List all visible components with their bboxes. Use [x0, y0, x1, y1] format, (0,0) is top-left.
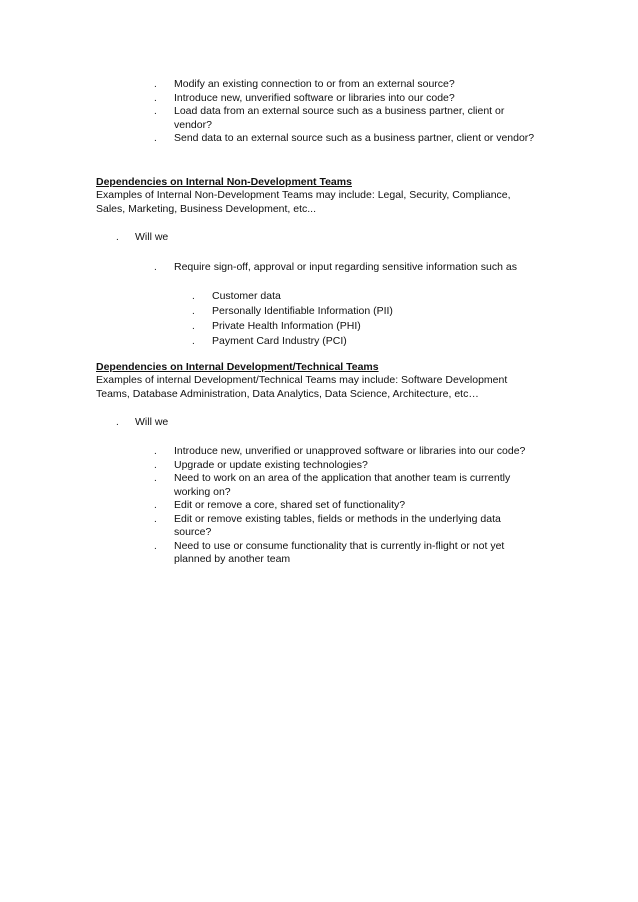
bullet-icon: . — [116, 232, 119, 243]
bullet-icon: . — [116, 417, 119, 428]
bullet-icon: . — [154, 133, 157, 144]
section-heading-dev: Dependencies on Internal Development/Technical Teams — [96, 361, 379, 373]
section-heading-non-dev: Dependencies on Internal Non-Development Teams — [96, 176, 352, 188]
bullet-icon: . — [154, 513, 157, 525]
will-we-list-dev — [0, 416, 638, 430]
list-item: . Load data from an external source such as a business partner, client or vendor? — [154, 105, 505, 131]
list-item: . Edit or remove a core, shared set of functionality? — [154, 499, 406, 511]
list-item: . Upgrade or update existing technologies? — [154, 458, 368, 471]
bullet-icon: . — [154, 459, 157, 471]
list-item: . Introduce new, unverified software or libraries into our code? — [154, 91, 455, 104]
section-intro-dev: Examples of internal Development/Technical Teams may include: Software Development Teams, Database Administration, Data Analytics, Data Science, Architecture, etc… — [96, 374, 508, 400]
top-question-list — [0, 78, 638, 146]
bullet-icon: . — [192, 306, 195, 317]
sensitive-info-list — [0, 290, 638, 349]
list-item: . Require sign-off, approval or input regarding sensitive information such as — [154, 261, 517, 273]
bullet-icon: . — [154, 446, 157, 457]
list-item: . Introduce new, unverified or unapproved software or libraries into our code? — [154, 445, 526, 457]
bullet-icon: . — [154, 500, 157, 511]
bullet-icon: . — [154, 540, 157, 552]
list-item: . Will we — [116, 231, 169, 243]
bullet-icon: . — [192, 321, 195, 332]
dev-question-list — [0, 445, 638, 567]
bullet-icon: . — [154, 106, 157, 117]
bullet-icon: . — [192, 336, 195, 347]
bullet-icon: . — [154, 473, 157, 484]
list-item: . Edit or remove existing tables, fields or methods in the underlying data source? — [154, 512, 501, 538]
list-item: . Personally Identifiable Information (PII) — [192, 305, 393, 317]
bullet-icon: . — [154, 79, 157, 90]
list-item: . Need to use or consume functionality that is currently in-flight or not yet planned by another team — [154, 539, 505, 565]
list-item: . Send data to an external source such as a business partner, client or vendor? — [154, 132, 535, 144]
list-item: . Private Health Information (PHI) — [192, 320, 361, 332]
list-item: . Modify an existing connection to or from an external source? — [154, 78, 455, 90]
bullet-icon: . — [154, 262, 157, 273]
will-we-list-non-dev — [0, 231, 638, 245]
list-item: . Payment Card Industry (PCI) — [192, 335, 347, 347]
list-item: . Customer data — [192, 290, 281, 302]
list-item: . Need to work on an area of the application that another team is currently working on? — [154, 472, 511, 498]
list-item: . Will we — [116, 416, 169, 428]
bullet-icon: . — [192, 291, 195, 302]
requirement-list — [0, 261, 638, 275]
section-intro-non-dev: Examples of Internal Non-Development Teams may include: Legal, Security, Compliance, Sales, Marketing, Business Development, etc... — [96, 189, 511, 215]
bullet-icon: . — [154, 92, 157, 104]
